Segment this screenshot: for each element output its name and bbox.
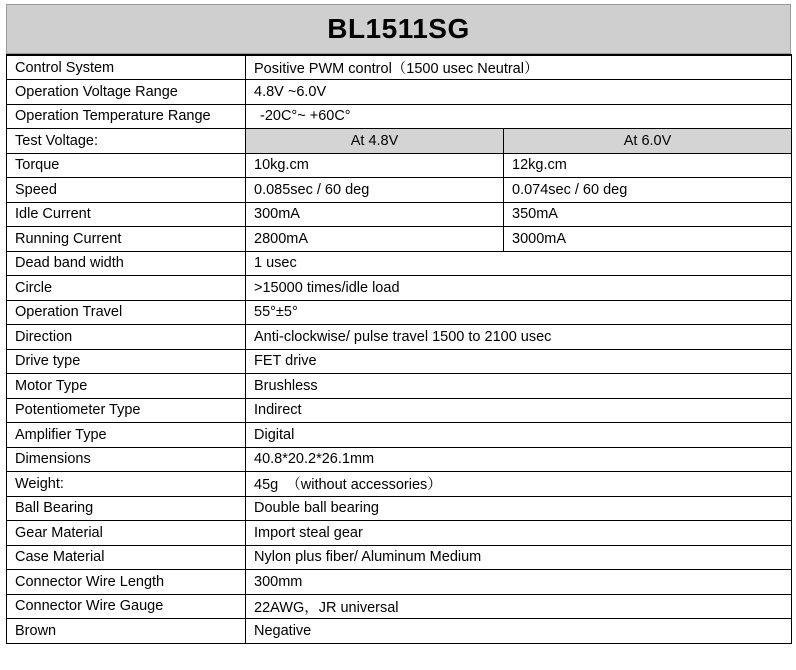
spec-value-b: 3000mA (504, 227, 792, 252)
spec-table (6, 54, 792, 644)
table-row (7, 619, 792, 644)
spec-label: Control System (7, 55, 246, 80)
spec-label: Running Current (7, 227, 246, 252)
spec-value: Negative (246, 619, 792, 644)
spec-label: Dimensions (7, 447, 246, 472)
spec-value-a: 2800mA (246, 227, 504, 252)
table-row (7, 521, 792, 546)
table-row (7, 374, 792, 399)
table-row (7, 227, 792, 252)
spec-label: Case Material (7, 545, 246, 570)
table-row (7, 349, 792, 374)
spec-value: 22AWG，JR universal (246, 594, 792, 619)
spec-value-a: 10kg.cm (246, 153, 504, 178)
table-row (7, 570, 792, 595)
spec-value: Nylon plus fiber/ Aluminum Medium (246, 545, 792, 570)
spec-value: 40.8*20.2*26.1mm (246, 447, 792, 472)
spec-value: 55°±5° (246, 300, 792, 325)
spec-label: Connector Wire Gauge (7, 594, 246, 619)
spec-value: 1 usec (246, 251, 792, 276)
table-row (7, 300, 792, 325)
test-voltage-label: Test Voltage: (7, 129, 246, 154)
spec-label: Connector Wire Length (7, 570, 246, 595)
spec-title: BL1511SG (6, 4, 791, 54)
spec-label: Circle (7, 276, 246, 301)
table-row (7, 447, 792, 472)
spec-label: Brown (7, 619, 246, 644)
spec-label: Operation Travel (7, 300, 246, 325)
spec-value: FET drive (246, 349, 792, 374)
spec-value: Indirect (246, 398, 792, 423)
table-row (7, 153, 792, 178)
table-row (7, 594, 792, 619)
table-row (7, 423, 792, 448)
table-row (7, 178, 792, 203)
spec-label: Ball Bearing (7, 496, 246, 521)
spec-label: Operation Temperature Range (7, 104, 246, 129)
spec-value: Digital (246, 423, 792, 448)
spec-sheet (6, 4, 791, 644)
spec-label: Amplifier Type (7, 423, 246, 448)
table-row (7, 80, 792, 105)
spec-value: 45g （without accessories） (246, 472, 792, 497)
spec-label: Idle Current (7, 202, 246, 227)
table-row (7, 398, 792, 423)
spec-label: Torque (7, 153, 246, 178)
spec-value: Positive PWM control（1500 usec Neutral） (246, 55, 792, 80)
spec-value: Anti-clockwise/ pulse travel 1500 to 2100 usec (246, 325, 792, 350)
spec-value: 300mm (246, 570, 792, 595)
test-voltage-col-a: At 4.8V (246, 129, 504, 154)
spec-value-b: 0.074sec / 60 deg (504, 178, 792, 203)
table-row (7, 472, 792, 497)
table-row (7, 545, 792, 570)
table-row (7, 55, 792, 80)
spec-label: Direction (7, 325, 246, 350)
spec-value-b: 350mA (504, 202, 792, 227)
spec-value: Double ball bearing (246, 496, 792, 521)
spec-label: Drive type (7, 349, 246, 374)
table-row (7, 276, 792, 301)
spec-value: 4.8V ~6.0V (246, 80, 792, 105)
spec-value: Import steal gear (246, 521, 792, 546)
spec-label: Dead band width (7, 251, 246, 276)
spec-value-a: 0.085sec / 60 deg (246, 178, 504, 203)
spec-label: Gear Material (7, 521, 246, 546)
spec-value: Brushless (246, 374, 792, 399)
table-row (7, 251, 792, 276)
spec-value-a: 300mA (246, 202, 504, 227)
table-row (7, 104, 792, 129)
test-voltage-row (7, 129, 792, 154)
test-voltage-col-b: At 6.0V (504, 129, 792, 154)
spec-label: Motor Type (7, 374, 246, 399)
spec-label: Weight: (7, 472, 246, 497)
spec-value: -20C°~ +60C° (246, 104, 792, 129)
spec-label: Operation Voltage Range (7, 80, 246, 105)
spec-value-b: 12kg.cm (504, 153, 792, 178)
spec-value: >15000 times/idle load (246, 276, 792, 301)
table-row (7, 202, 792, 227)
table-row (7, 496, 792, 521)
spec-label: Potentiometer Type (7, 398, 246, 423)
table-row (7, 325, 792, 350)
spec-label: Speed (7, 178, 246, 203)
